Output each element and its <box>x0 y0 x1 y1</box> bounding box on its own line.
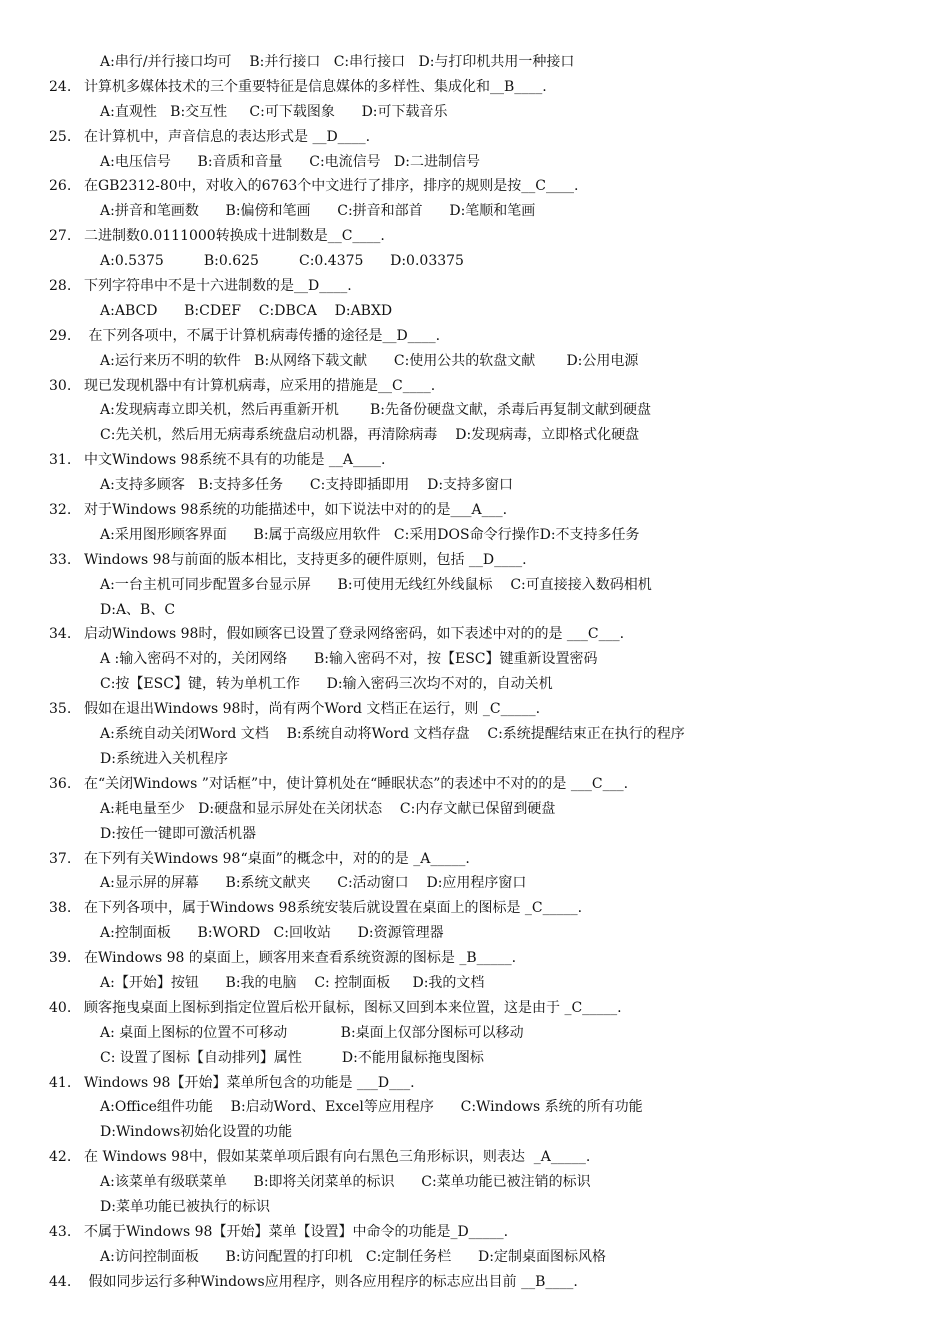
question-line <box>0 896 950 921</box>
option-line: A:耗电量至少 D:硬盘和显示屏处在关闭状态 C:内存文献已保留到硬盘 <box>100 800 556 817</box>
question-number: 24. <box>49 78 72 95</box>
question-number: 33. <box>49 551 72 568</box>
question-list <box>0 50 950 1295</box>
option-line: D:系统进入关机程序 <box>100 750 228 767</box>
question-text: 二进制数0.0111000转换成十进制数是__C____. <box>84 228 385 245</box>
question-line <box>0 448 950 473</box>
question-line <box>0 1220 950 1245</box>
question-number: 25. <box>49 128 72 145</box>
question-number: 30. <box>49 377 72 394</box>
question-text: 不属于Windows 98【开始】菜单【设置】中命令的功能是_D_____. <box>84 1223 509 1240</box>
question-number: 35. <box>49 701 72 718</box>
question-line <box>0 697 950 722</box>
question-line <box>0 274 950 299</box>
option-line: D:按任一键即可激活机器 <box>100 825 256 842</box>
question-line <box>0 1270 950 1295</box>
question-line <box>0 125 950 150</box>
question-number: 27. <box>49 228 72 245</box>
option-line: A:电压信号 B:音质和音量 C:电流信号 D:二进制信号 <box>100 153 480 170</box>
option-line: A:控制面板 B:WORD C:回收站 D:资源管理器 <box>100 925 444 942</box>
option-line: A:直观性 B:交互性 C:可下载图象 D:可下载音乐 <box>100 103 448 120</box>
question-text: 中文Windows 98系统不具有的功能是 __A____. <box>84 452 386 469</box>
option-line: C: 设置了图标【自动排列】属性 D:不能用鼠标拖曳图标 <box>100 1049 484 1066</box>
option-line: A:【开始】按钮 B:我的电脑 C: 控制面板 D:我的文档 <box>100 974 485 991</box>
question-text: 在下列各项中，不属于计算机病毒传播的途径是__D____. <box>84 327 441 344</box>
question-line <box>0 1145 950 1170</box>
option-line: A:系统自动关闭Word 文档 B:系统自动将Word 文档存盘 C:系统提醒结束正在执行的程序 <box>100 726 685 743</box>
question-text: 在下列有关Windows 98“桌面”的概念中，对的的是 _A_____. <box>84 850 470 867</box>
question-number: 31. <box>49 452 72 469</box>
question-number: 43. <box>49 1223 72 1240</box>
question-line <box>0 1071 950 1096</box>
question-number: 40. <box>49 999 72 1016</box>
option-line: A:采用图形顾客界面 B:属于高级应用软件 C:采用DOS命令行操作D:不支持多任务 <box>100 526 640 543</box>
option-line: A:Office组件功能 B:启动Word、Excel等应用程序 C:Windows 系统的所有功能 <box>100 1099 643 1116</box>
question-line <box>0 324 950 349</box>
question-number: 29. <box>49 327 72 344</box>
question-line <box>0 946 950 971</box>
question-text: 在 Windows 98中，假如某菜单项后跟有向右黑色三角形标识，则表达 _A_____. <box>84 1149 591 1166</box>
option-line: C:先关机，然后用无病毒系统盘启动机器，再清除病毒 D:发现病毒，立即格式化硬盘 <box>100 427 640 444</box>
question-line <box>0 224 950 249</box>
option-line: A:一台主机可同步配置多台显示屏 B:可使用无线红外线鼠标 C:可直接接入数码相机 <box>100 576 652 593</box>
option-line: A:串行/并行接口均可 B:并行接口 C:串行接口 D:与打印机共用一种接口 <box>100 54 575 70</box>
question-text: 现已发现机器中有计算机病毒，应采用的措施是__C____. <box>84 377 436 394</box>
option-line: A:支持多顾客 B:支持多任务 C:支持即插即用 D:支持多窗口 <box>100 477 514 494</box>
question-line <box>0 548 950 573</box>
option-line: A:显示屏的屏幕 B:系统文献夹 C:活动窗口 D:应用程序窗口 <box>100 875 527 892</box>
question-number: 36. <box>49 775 72 792</box>
option-line: A: 桌面上图标的位置不可移动 B:桌面上仅部分图标可以移动 <box>100 1024 524 1041</box>
option-line: A:拼音和笔画数 B:偏傍和笔画 C:拼音和部首 D:笔顺和笔画 <box>100 203 536 220</box>
question-number: 32. <box>49 502 72 519</box>
question-number: 41. <box>49 1074 72 1091</box>
question-text: 在下列各项中，属于Windows 98系统安装后就设置在桌面上的图标是 _C_____. <box>84 900 583 917</box>
question-line <box>0 772 950 797</box>
option-line: A:运行来历不明的软件 B:从网络下载文献 C:使用公共的软盘文献 D:公用电源 <box>100 352 639 369</box>
question-number: 34. <box>49 626 72 643</box>
question-line <box>0 374 950 399</box>
question-line <box>0 174 950 199</box>
question-text: 顾客拖曳桌面上图标到指定位置后松开鼠标，图标又回到本来位置，这是由于 _C_____. <box>84 999 622 1016</box>
question-text: Windows 98与前面的版本相比，支持更多的硬件原则，包括 __D____. <box>84 551 527 568</box>
question-number: 37. <box>49 850 72 867</box>
question-line <box>0 847 950 872</box>
option-line: A:ABCD B:CDEF C:DBCA D:ABXD <box>100 302 393 319</box>
question-text: 假如在退出Windows 98时，尚有两个Word 文档正在运行，则 _C_____. <box>84 701 541 718</box>
question-number: 26. <box>49 178 72 195</box>
question-number: 42. <box>49 1149 72 1166</box>
question-text: 在“关闭Windows ”对话框”中，使计算机处在“睡眠状态”的表述中不对的的是 ___C___. <box>84 775 629 792</box>
question-text: 启动Windows 98时，假如顾客已设置了登录网络密码，如下表述中对的的是 ___C___. <box>84 626 625 643</box>
option-line: D:菜单功能已被执行的标识 <box>100 1198 270 1215</box>
question-line <box>0 498 950 523</box>
question-line <box>0 996 950 1021</box>
question-text: 计算机多媒体技术的三个重要特征是信息媒体的多样性、集成化和__B____. <box>84 78 547 95</box>
question-number: 44. <box>49 1273 72 1290</box>
question-text: 下列字符串中不是十六进制数的是__D____. <box>84 278 352 295</box>
question-text: 假如同步运行多种Windows应用程序，则各应用程序的标志应出目前 __B____. <box>84 1273 578 1290</box>
question-text: 在Windows 98 的桌面上，顾客用来查看系统资源的图标是 _B_____. <box>84 950 517 967</box>
option-line: C:按【ESC】键，转为单机工作 D:输入密码三次均不对的，自动关机 <box>100 676 553 693</box>
option-line: A:发现病毒立即关机，然后再重新开机 B:先备份硬盘文献，杀毒后再复制文献到硬盘 <box>100 402 651 419</box>
question-text: 对于Windows 98系统的功能描述中，如下说法中对的的是___A___. <box>84 502 508 519</box>
option-line: D:A、B、C <box>100 601 176 618</box>
question-line <box>0 75 950 100</box>
option-line: A:该菜单有级联菜单 B:即将关闭菜单的标识 C:菜单功能已被注销的标识 <box>100 1174 591 1191</box>
option-line: A:0.5375 B:0.625 C:0.4375 D:0.03375 <box>100 253 464 270</box>
question-text: 在GB2312-80中，对收入的6763个中文进行了排序，排序的规则是按__C____. <box>84 178 579 195</box>
question-number: 28. <box>49 278 72 295</box>
option-line: A :输入密码不对的，关闭网络 B:输入密码不对，按【ESC】键重新设置密码 <box>100 651 598 668</box>
option-line: A:访问控制面板 B:访问配置的打印机 C:定制任务栏 D:定制桌面图标风格 <box>100 1248 606 1265</box>
question-text: Windows 98【开始】菜单所包含的功能是 ___D___. <box>84 1074 415 1091</box>
question-text: 在计算机中，声音信息的表达形式是 __D____. <box>84 128 371 145</box>
option-line: D:Windows初始化设置的功能 <box>100 1124 293 1141</box>
question-line <box>0 622 950 647</box>
question-number: 38. <box>49 900 72 917</box>
question-number: 39. <box>49 950 72 967</box>
